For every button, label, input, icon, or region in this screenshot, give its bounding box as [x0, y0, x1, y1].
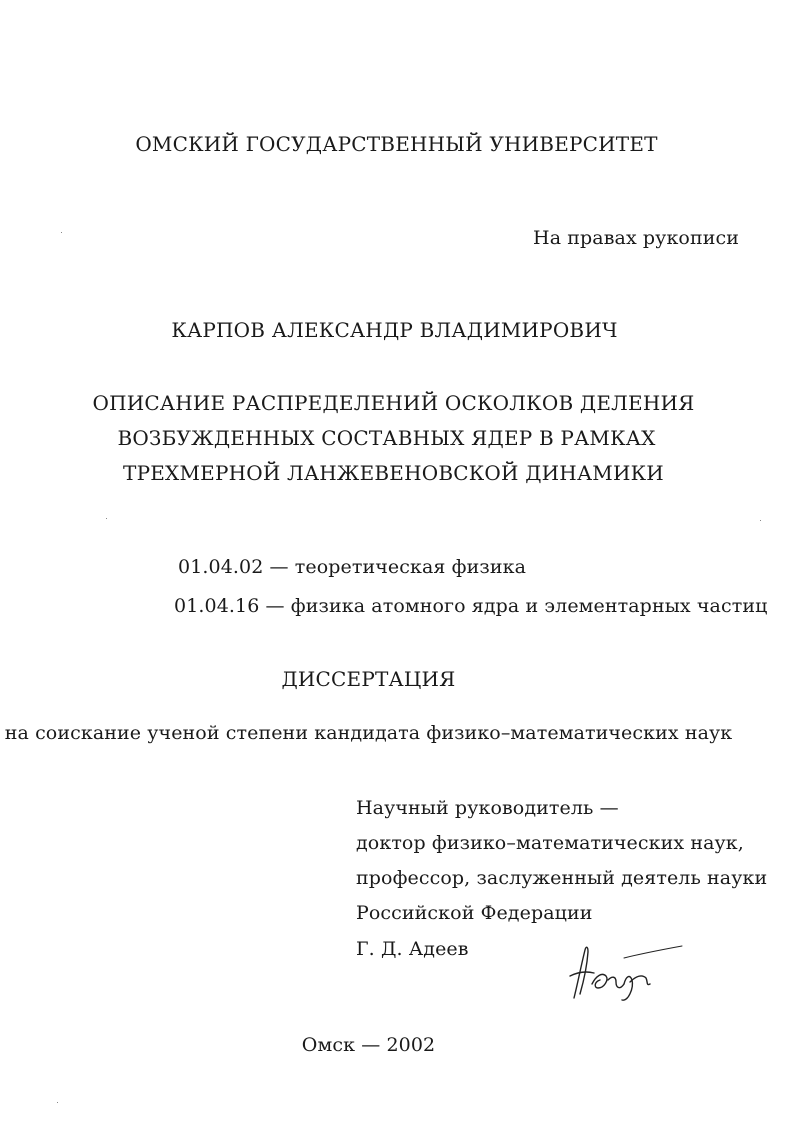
scan-speck: [760, 520, 761, 521]
advisor-name: Г. Д. Адеев: [356, 938, 469, 960]
handwritten-signature: [564, 936, 688, 1006]
scan-speck: [106, 518, 107, 519]
scan-speck: [61, 232, 62, 233]
title-line-2: ВОЗБУЖДЕННЫХ СОСТАВНЫХ ЯДЕР В РАМКАХ: [117, 426, 656, 450]
title-line-3: ТРЕХМЕРНОЙ ЛАНЖЕВЕНОВСКОЙ ДИНАМИКИ: [123, 461, 664, 485]
advisor-line-3: профессор, заслуженный деятель науки: [356, 867, 768, 889]
author-name: КАРПОВ АЛЕКСАНДР ВЛАДИМИРОВИЧ: [171, 318, 618, 342]
document-type: ДИССЕРТАЦИЯ: [281, 667, 456, 691]
degree-statement: на соискание ученой степени кандидата физико–математических наук: [4, 722, 733, 744]
specialty-code-2: 01.04.16 — физика атомного ядра и элементарных частиц: [174, 595, 768, 617]
scan-speck: [57, 1102, 58, 1103]
rights-note: На правах рукописи: [533, 227, 739, 249]
advisor-line-1: Научный руководитель —: [356, 797, 619, 819]
advisor-line-2: доктор физико–математических наук,: [356, 832, 744, 854]
specialty-code-1: 01.04.02 — теоретическая физика: [178, 556, 527, 578]
place-and-year: Омск — 2002: [301, 1034, 436, 1056]
advisor-line-4: Российской Федерации: [356, 902, 593, 924]
title-line-1: ОПИСАНИЕ РАСПРЕДЕЛЕНИЙ ОСКОЛКОВ ДЕЛЕНИЯ: [92, 391, 695, 415]
university-name: ОМСКИЙ ГОСУДАРСТВЕННЫЙ УНИВЕРСИТЕТ: [135, 132, 658, 156]
